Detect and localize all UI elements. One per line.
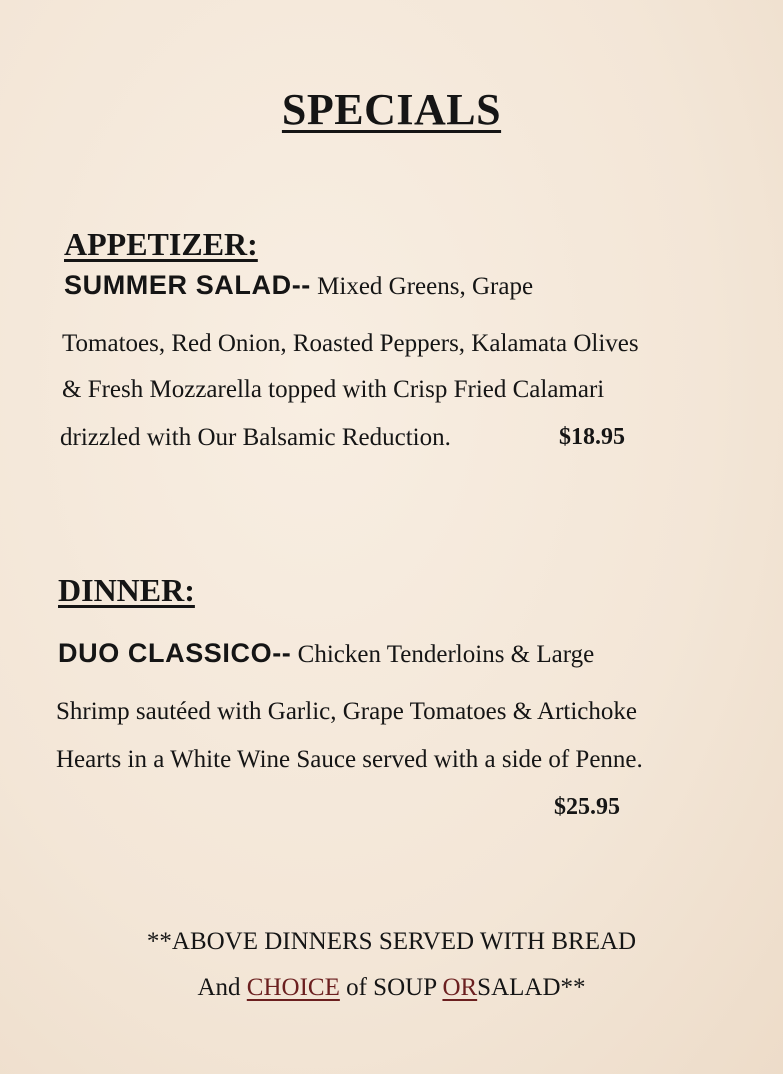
dinner-desc-2: Shrimp sautéed with Garlic, Grape Tomatoes & Artichoke bbox=[56, 698, 637, 725]
footer-suffix: SALAD** bbox=[477, 974, 586, 1001]
appetizer-desc-1: Mixed Greens, Grape bbox=[317, 273, 534, 300]
footer-line-2 bbox=[0, 974, 783, 1002]
title-text: SPECIALS bbox=[281, 85, 502, 134]
dinner-item-name: DUO CLASSICO-- bbox=[58, 638, 292, 668]
footer-line-1: **ABOVE DINNERS SERVED WITH BREAD bbox=[146, 928, 637, 955]
appetizer-price: $18.95 bbox=[559, 424, 625, 450]
appetizer-desc-3: & Fresh Mozzarella topped with Crisp Fried Calamari bbox=[62, 376, 605, 403]
footer-prefix: And bbox=[197, 974, 241, 1001]
dinner-desc-1: Chicken Tenderloins & Large bbox=[297, 641, 595, 668]
appetizer-desc-2: Tomatoes, Red Onion, Roasted Peppers, Kalamata Olives bbox=[62, 330, 639, 357]
footer-mid: of SOUP bbox=[346, 974, 437, 1001]
appetizer-line-1 bbox=[64, 270, 533, 301]
dinner-price: $25.95 bbox=[554, 794, 620, 820]
appetizer-item-name: SUMMER SALAD-- bbox=[64, 270, 311, 300]
dinner-heading: DINNER: bbox=[58, 572, 195, 608]
footer-or-word: OR bbox=[442, 974, 478, 1001]
dinner-line-1 bbox=[58, 638, 594, 669]
appetizer-desc-4: drizzled with Our Balsamic Reduction. bbox=[60, 424, 451, 451]
page-title bbox=[0, 84, 783, 135]
dinner-desc-3: Hearts in a White Wine Sauce served with a side of Penne. bbox=[56, 746, 643, 773]
appetizer-heading: APPETIZER: bbox=[64, 226, 258, 262]
footer-choice-word: CHOICE bbox=[246, 974, 340, 1001]
